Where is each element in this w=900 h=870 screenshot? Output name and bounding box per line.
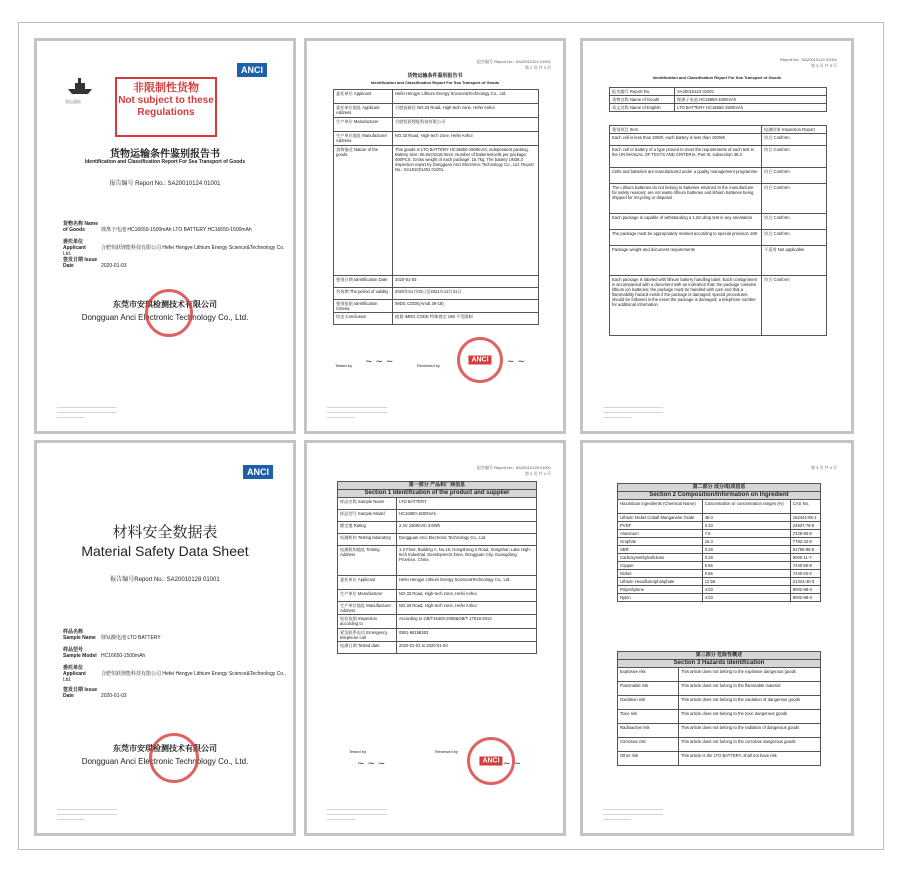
- non-restricted-stamp: [115, 77, 217, 137]
- table-row: Each cell or battery of a type proved to meet the requirements of each test in the UN MANUAL OF TESTS AND CRITERIA, Part III, subsection 38.3 符合 Conform: [610, 146, 827, 168]
- table-row: Corrosive risk This article does not belong to the corrosive dangerous goods: [618, 738, 821, 752]
- table-row: SBR 0.28 61789-96-6: [618, 546, 821, 554]
- table-row: Copper 6.56 7440-50-8: [618, 562, 821, 570]
- title-en: Identification and Classification Report For Sea Transport of Goods: [84, 159, 246, 165]
- table-row: Graphite 16.3 7782-42-5: [618, 538, 821, 546]
- table-row: 检测机构地址 Testing Address 1-2 Floor, Building A, No.15, Hongsheng 2 Road, Songshan Lake High-tech Industrial, Development Zone, Dongguan City, Guangdong Province, China: [338, 546, 537, 576]
- table-row: Aluminum 7.6 7429-90-5: [618, 530, 821, 538]
- anci-logo: ANCI: [237, 63, 267, 77]
- table-row: Radioactive risk This article does not belong to the radiation of dangerous goods: [618, 724, 821, 738]
- table-row: 生产单位 Manufacturer 合肥恒跃锂能科技有限公司: [334, 118, 539, 132]
- table-row: 检验依据 Inspection according to According to GB/T16483-2008&GB/T 17519-2013: [338, 615, 537, 629]
- stamp-cn: 非限制性货物: [133, 82, 199, 94]
- table-row: Explosive risk This article does not belong to the explosive dangerous goods: [618, 668, 821, 682]
- goods-table: [609, 87, 827, 112]
- table-row: 英文名称 Name of English LTO BATTERY HC16650-1500mAh: [610, 104, 827, 112]
- seal-brand: ANCI: [468, 356, 491, 365]
- table-header: Hazardous ingredients (Chemical Name) Concentration or concentration ranges (%) CAS No.: [618, 500, 821, 514]
- table-row: 结论 Conclusion 根据 IMDG CODE 特殊规定 188 不受限制: [334, 313, 539, 325]
- field-applicant: 委托单位 Applicant 合肥恒跃锂能科技有限公司 Hefei Hengye Lithium Energy Science&Technology Co., Ltd.: [63, 665, 286, 683]
- field-goods: 货物名称 Name of Goods 锂离子电池 HC16650-1500mAh LTO BATTERY HC16650-1500mAh: [63, 221, 252, 233]
- report-number: 报告编号Report No.: SA20010128 01001: [110, 577, 220, 583]
- page-footer: ——————————————— ——————————————— ———————: [603, 806, 663, 821]
- table-row: Nickel 0.86 7440-02-0: [618, 570, 821, 578]
- title-en: Identification and Classification Report For Sea Transport of Goods: [370, 80, 500, 85]
- reviewed-by-label: Reviewed by: [417, 363, 440, 368]
- company-seal: [457, 337, 503, 383]
- section2-title-en: Section 2 Composition/Information on Ingredient: [618, 492, 821, 500]
- table-row: 委托单位地址 Applicant Address 合肥高新区 NO.33 Road, High-tech zone, Hefei Anhui: [334, 104, 539, 118]
- table-row: Carboxymethylcellulose 0.28 9000-11-7: [618, 554, 821, 562]
- tested-by-label: Tested by: [335, 363, 353, 368]
- table-header: 鉴别项目 Item 检测结果 Inspection Report: [610, 126, 827, 134]
- composition-table: [617, 483, 821, 602]
- field-sample-name: 样品名称 Sample Name 锂钛酸电池 LTO BATTERY: [63, 629, 161, 641]
- issuer-cn: 东莞市安琪检测技术有限公司: [113, 744, 217, 753]
- page-footer: ——————————————— ——————————————— ———————: [327, 404, 387, 419]
- table-row: 样品型号 Sample Model HC16650-1500mAh: [338, 510, 537, 522]
- table-row: 有效期 The period of validity 2020年01月03日至2021年12月31日: [334, 288, 539, 300]
- table-row: 生产单位地址 Manufacturer Address NO.33 Road, High-tech zone, Hefei Anhui: [334, 132, 539, 146]
- section2-title-cn: 第二部分 成分/组成信息: [618, 484, 821, 492]
- table-row: 鉴别依据 Identification Criteria IMDG CODE(Amdt 39-18): [334, 300, 539, 313]
- report-number: Report No.: SA20010124 01001: [780, 57, 837, 62]
- section3-title-cn: 第三部分 危险性概述: [618, 652, 821, 660]
- field-sample-model: 样品型号 Sample Model HC16650-1500mAh: [63, 647, 146, 659]
- page-of: 第 2 页 共 3 页: [524, 65, 551, 70]
- table-row: The Lithium batteries do not belong to batteries returned to the manufacturer for safety reasons; are not waste lithium batteries and lithium batteries being shipped for recycling or disposal 符合 Conform: [610, 184, 827, 214]
- table-row: Lithium Nickel Cobalt Manganese Oxide 48.0 182442-95-1: [618, 514, 821, 522]
- anci-logo: ANCI: [243, 465, 273, 479]
- msds-section2-3-page[interactable]: [580, 440, 854, 836]
- page-footer: ——————————————— ——————————————— ———————: [57, 806, 117, 821]
- table-row: Toxic risk This article does not belong to the toxic dangerous goods: [618, 710, 821, 724]
- issuer-cn: 东莞市安琪检测技术有限公司: [113, 300, 217, 309]
- logo-caption: 装运品检: [65, 99, 81, 104]
- report-number: 报告编号 Report No.: SA20010124 01001: [476, 59, 551, 64]
- report-cover-page[interactable]: [34, 38, 296, 434]
- page-footer: ——————————————— ——————————————— ———————: [57, 404, 117, 419]
- table-row: 检测日期 Tested date 2020-01-01 to 2020-01-03: [338, 642, 537, 654]
- report-number: 报告编号 Report No.: SA20010124 01001: [109, 181, 221, 187]
- table-row: Package weight and document requirements 不适用 Not applicable: [610, 246, 827, 276]
- tester-signature: ~ ~ ~: [357, 759, 386, 769]
- title-cn: 货物运输条件鉴别报告书: [110, 149, 220, 160]
- tester-signature: ~ ~ ~: [365, 357, 394, 367]
- section3-title-en: Section 3 Hazards Identification: [618, 660, 821, 668]
- table-row: Nylon 4.03 9002-88-4: [618, 594, 821, 602]
- table-row: Lithium Hexafluorophosphate 12.56 21324-40-3: [618, 578, 821, 586]
- section1-table: [337, 481, 537, 654]
- issuer-en: Dongguan Anci Electronic Technology Co., Ltd.: [81, 313, 249, 322]
- table-row: Each package is capable of withstanding a 1.2m drop test in any orientation 符合 Conform: [610, 214, 827, 230]
- page-footer: ——————————————— ——————————————— ———————: [603, 404, 663, 419]
- table-row: 报告编号 Report No. SA20010124 01001: [610, 88, 827, 96]
- table-row: PVDF 0.33 24937-79-9: [618, 522, 821, 530]
- field-issue-date: 签发日期 Issue Date 2020-01-03: [63, 687, 127, 699]
- page-of: 第 2 页 共 4 页: [524, 471, 551, 476]
- reviewed-by-label: Reviewed by: [435, 749, 458, 754]
- table-row: 委托单位 Applicant Hefei Hengye Lithium Energy Science&Technology Co., Ltd.: [334, 90, 539, 104]
- title-cn: 货物运输条件鉴别报告书: [407, 73, 463, 79]
- table-row: Other risk This article is the LTO BATTERY, shall not have risk: [618, 752, 821, 766]
- table-row: Oxidation risk This article does not belong to the oxidation of dangerous goods: [618, 696, 821, 710]
- section-title-cn: 第一部分 产品和厂商信息: [338, 482, 537, 490]
- msds-section1-page[interactable]: [304, 440, 566, 836]
- table-row: 检测机构 Testing laboratory Dongguan Anci Electronic Technology Co., Ltd.: [338, 534, 537, 546]
- msds-cover-page[interactable]: [34, 440, 296, 836]
- title-en: Material Safety Data Sheet: [81, 543, 249, 559]
- report-items-page[interactable]: [580, 38, 854, 434]
- table-row: Cells and batteries are manufactured under a quality management programme 符合 Conform: [610, 168, 827, 184]
- company-seal: [467, 737, 515, 785]
- report-number: 报告编号 Report No.: SA20010128 01001: [476, 465, 551, 470]
- table-row: 生产单位 Manufacturer NO.33 Road, High-tech zone, Hefei Anhui: [338, 590, 537, 602]
- table-row: 鉴别日期 Identification Date 2020-01-03: [334, 276, 539, 288]
- table-row: Polyethylene 4.03 9002-88-4: [618, 586, 821, 594]
- tested-by-label: Tested by: [349, 749, 367, 754]
- table-row: 紧急联系电话 Emergency telephone call 0551-68158263: [338, 629, 537, 642]
- table-row: Each package is labeled with lithium battery handling label. Each consignment is accompanied with a document with an indication that: the package contains lithium ion batteries; the package must be handled with care and that a flammability hazard exists if the package is damaged; special procedures should be followed in the event the package is damaged; a telephone number for additional information 符合 Conform: [610, 276, 827, 336]
- table-row: 委托单位 Applicant Hefei Hengye Lithium Energy Science&Technology Co., Ltd.: [338, 576, 537, 590]
- title-cn: 材料安全数据表: [112, 523, 218, 541]
- ship-logo-icon: [65, 73, 95, 97]
- field-applicant: 委托单位 Applicant 合肥恒跃锂能科技有限公司 Hefei Hengye Lithium Energy Science&Technology Co. Ltd.: [63, 239, 285, 257]
- field-issue-date: 签发日期 Issue Date 2020-01-03: [63, 257, 127, 269]
- table-row: Each cell is less than 20Wh; each battery is less than 100Wh 符合 Conform: [610, 134, 827, 146]
- table-row: 样品名称 Sample Name LTO BATTERY: [338, 498, 537, 510]
- page-of: 第 3 页 共 3 页: [810, 63, 837, 68]
- page-of: 第 3 页 共 4 页: [810, 465, 837, 470]
- title-en: Identification and Classification Report For Sea Transport of Goods: [652, 75, 782, 80]
- hazards-table: [617, 651, 821, 766]
- section-title-en: Section 1 Identification of the product and supplier: [338, 490, 537, 498]
- issuer-en: Dongguan Anci Electronic Technology Co., Ltd.: [81, 757, 249, 766]
- company-seal: [149, 733, 199, 783]
- reviewer-signature: ~ ~: [507, 357, 525, 367]
- table-row: 额定值 Rating 2.4V 1500mAh 3.6Wh: [338, 522, 537, 534]
- page-footer: ——————————————— ——————————————— ———————: [327, 806, 387, 821]
- items-table: [609, 125, 827, 336]
- report-table: [333, 89, 539, 325]
- table-row: 货物描述 Nature of the goods This goods is LTO BATTERY HC16650-1500mAh, independent packing. Battery Size: 65.0mmX16.0mm. Number of batteries/cells per package: 400PCS. Gross weight of each package: 16.7kg. The battery UN38.3 inspection report by Dongguan Anci Electronic Technology Co., Ltd. Report No.: SA191021401 01001.: [334, 146, 539, 276]
- report-detail-page[interactable]: [304, 38, 566, 434]
- table-row: The package must be appropriately marked according to special provision 188 符合 Conform: [610, 230, 827, 246]
- table-row: Flammable risk This article does not belong to the flammable material: [618, 682, 821, 696]
- stamp-en: Not subject to these Regulations: [118, 95, 214, 118]
- table-row: 货物名称 Name of Goods 锂离子电池 HC16650-1500mAh: [610, 96, 827, 104]
- company-seal: [145, 289, 193, 337]
- table-row: 生产单位地址 Manufacturer Address NO.33 Road, High-tech zone, Hefei Anhui: [338, 602, 537, 615]
- seal-brand: ANCI: [479, 757, 502, 766]
- reviewer-signature: ~ ~: [503, 759, 521, 769]
